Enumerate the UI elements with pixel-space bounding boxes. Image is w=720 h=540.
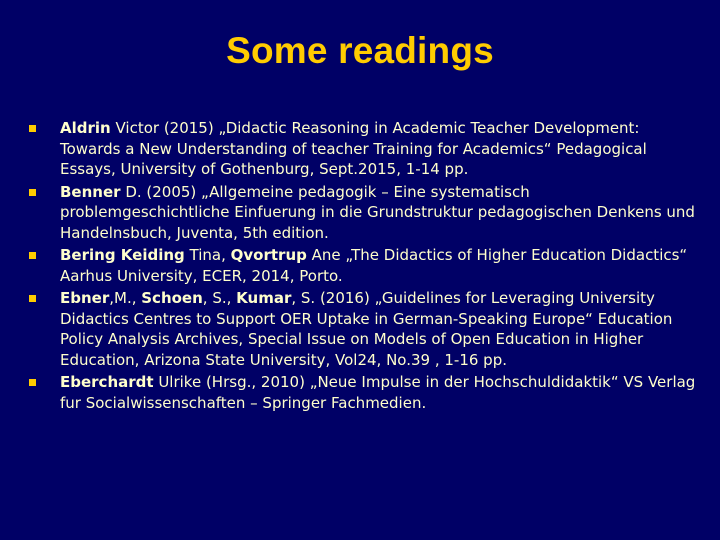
reference-author: Qvortrup bbox=[230, 246, 307, 264]
square-bullet-icon bbox=[29, 252, 36, 259]
square-bullet-icon bbox=[29, 125, 36, 132]
reference-author: Ebner bbox=[60, 289, 110, 307]
reference-text: D. (2005) „Allgemeine pedagogik – Eine systematisch problemgeschichtliche Einfuerung in die Grundstruktur pedagogischen Denkens und Handelnsbuch, Juventa, 5th edition. bbox=[60, 182, 695, 242]
reference-item bbox=[0, 118, 720, 180]
reference-list bbox=[0, 118, 720, 415]
reference-author: Kumar bbox=[236, 289, 292, 307]
reference-text: Tina, bbox=[184, 246, 231, 264]
square-bullet-icon bbox=[29, 379, 36, 386]
reference-author: Schoen bbox=[141, 289, 203, 307]
reference-item bbox=[0, 245, 720, 286]
reference-text: Ane „The Didactics of Higher Education Didactics“ Aarhus University, ECER, 2014, Porto. bbox=[60, 246, 688, 285]
reference-item bbox=[0, 182, 720, 244]
reference-text: ,M., bbox=[109, 289, 142, 307]
reference-author: Benner bbox=[60, 182, 121, 201]
reference-text: Victor (2015) „Didactic Reasoning in Academic Teacher Development: Towards a New Understanding of teacher Training for Academics“ Pedagogical Essays, University of Gothenburg, Sept.2015, 1-14 pp. bbox=[60, 119, 647, 178]
slide-title: Some readings bbox=[226, 30, 494, 71]
reference-author: Bering Keiding bbox=[60, 246, 185, 264]
reference-text: Ulrike (Hrsg., 2010) „Neue Impulse in der Hochschuldidaktik“ VS Verlag fur Socialwissenschaften – Springer Fachmedien. bbox=[60, 373, 696, 412]
reference-text: , S. (2016) „Guidelines for Leveraging University Didactics Centres to Support OER Uptake in German-Speaking Europe“ Education Policy Analysis Archives, Special Issue on Models of Open Education in Higher Education, Arizona State University, Vol24, No.39 , 1-16 pp. bbox=[60, 289, 673, 369]
reference-author: Aldrin bbox=[60, 119, 111, 137]
square-bullet-icon bbox=[29, 295, 36, 302]
reference-item bbox=[0, 372, 720, 413]
square-bullet-icon bbox=[29, 189, 36, 196]
reference-author: Eberchardt bbox=[60, 373, 154, 391]
reference-text: , S., bbox=[202, 289, 237, 307]
reference-item bbox=[0, 288, 720, 370]
